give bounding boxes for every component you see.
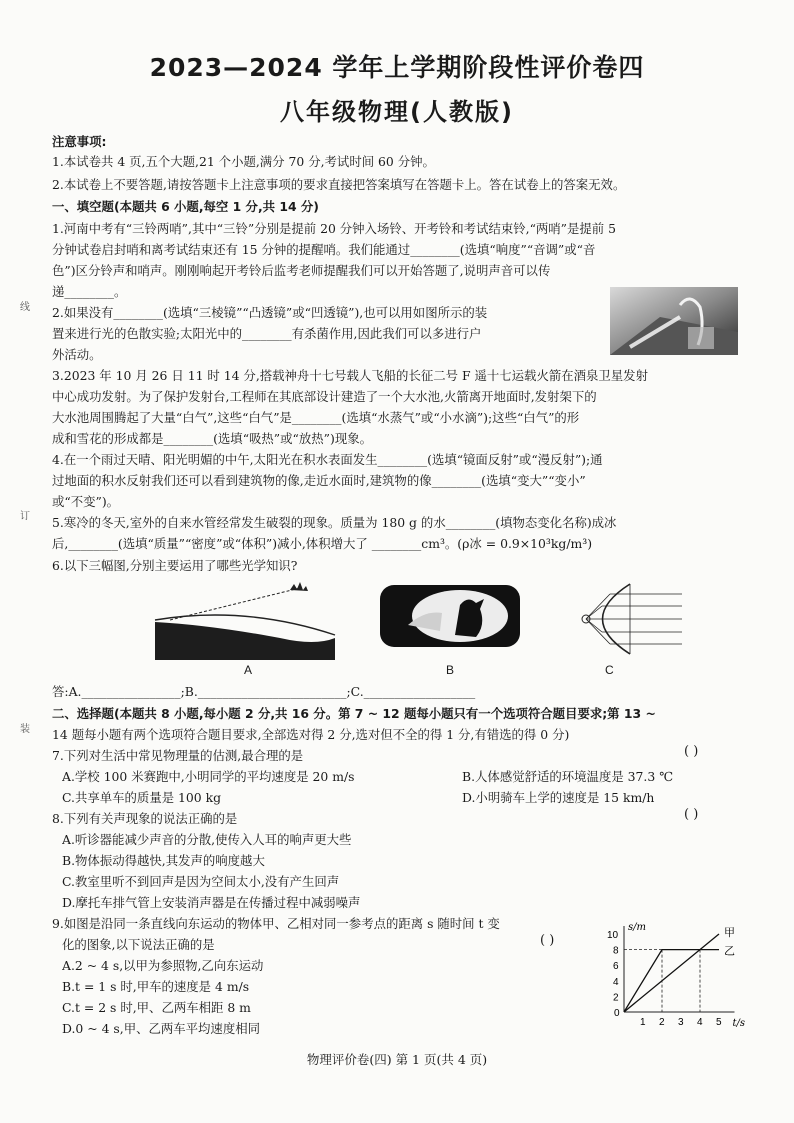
q1-line: 分钟试卷启封哨和离考试结束还有 15 分钟的提醒哨。我们能通过________(选填“响度”“音调”或“音: [52, 242, 596, 257]
q7-option-d: D.小明骑车上学的速度是 15 km/h: [462, 790, 655, 805]
section2-heading-cont: 14 题每小题有两个选项符合题目要求,全部选对得 2 分,选对但不全的得 1 分,有错选的得 0 分): [52, 727, 570, 742]
q7-option-a: A.学校 100 米赛跑中,小明同学的平均速度是 20 m/s: [62, 769, 355, 784]
figure-b-shadow: [380, 585, 520, 647]
figure-a-refraction: [150, 580, 340, 660]
x-tick-label: 2: [659, 1017, 665, 1028]
q9-stem: 9.如图是沿同一条直线向东运动的物体甲、乙相对同一参考点的距离 s 随时间 t 变: [52, 916, 500, 931]
binding-mark-order: 订: [20, 511, 30, 522]
q6-answer-line: 答:A.________________;B.________________________;C.__________________: [52, 684, 476, 699]
figure-a-label: A: [244, 663, 253, 677]
q3-line: 中心成功发射。为了保护发射台,工程师在其底部设计建造了一个大水池,火箭离开地面时,发射架下的: [52, 389, 597, 404]
q9-option-d: D.0 ~ 4 s,甲、乙两车平均速度相同: [62, 1021, 260, 1036]
binding-mark-bind: 装: [20, 724, 30, 735]
series-line-yi: [624, 950, 719, 1012]
page-footer: 物理评价卷(四) 第 1 页(共 4 页): [306, 1052, 488, 1067]
q8-option-a: A.听诊器能减少声音的分散,使传入人耳的响声更大些: [62, 832, 352, 847]
series-line-jia: [624, 934, 719, 1012]
note-line-1: 1.本试卷共 4 页,五个大题,21 个小题,满分 70 分,考试时间 60 分钟。: [52, 154, 435, 169]
q9-answer-paren: ( ): [540, 933, 555, 948]
y-tick-label: 4: [613, 976, 619, 988]
origin-label: 0: [614, 1008, 620, 1019]
binding-mark-line: 线: [20, 302, 30, 313]
q5-line: 后,________(选填“质量”“密度”或“体积”)减小,体积增大了 ________cm³。(ρ冰 = 0.9×10³kg/m³): [52, 536, 593, 551]
q1-line: 1.河南中考有“三铃两哨”,其中“三铃”分别是提前 20 分钟入场铃、开考铃和考试结束铃,“两哨”是提前 5: [52, 221, 617, 236]
x-tick-label: 1: [640, 1017, 646, 1028]
s-t-chart: [580, 912, 750, 1034]
figure-b-label: B: [446, 663, 455, 677]
q6-stem: 6.以下三幅图,分别主要运用了哪些光学知识?: [52, 558, 298, 573]
x-tick-label: 5: [716, 1017, 722, 1028]
q1-line: 递________。: [52, 284, 127, 299]
q3-line: 大水池周围腾起了大量“白气”,这些“白气”是________(选填“水蒸气”或“小水滴”);这些“白气”的形: [52, 410, 580, 425]
q8-answer-paren: ( ): [684, 807, 699, 822]
y-axis-label: s/m: [628, 922, 646, 933]
y-tick-label: 10: [607, 930, 619, 941]
y-tick-label: 6: [613, 961, 619, 973]
x-axis-label: t/s: [732, 1018, 746, 1029]
section2-heading: 二、选择题(本题共 8 小题,每小题 2 分,共 16 分。第 7 ~ 12 题每小题只有一个选项符合题目要求;第 13 ~: [52, 706, 656, 721]
note-line-2: 2.本试卷上不要答题,请按答题卡上注意事项的要求直接把答案填写在答题卡上。答在试卷上的答案无效。: [52, 177, 626, 192]
y-tick-label: 8: [613, 945, 619, 957]
q7-option-c: C.共享单车的质量是 100 kg: [62, 790, 222, 805]
q9-option-a: A.2 ~ 4 s,以甲为参照物,乙向东运动: [62, 958, 264, 973]
q7-answer-paren: ( ): [684, 744, 699, 759]
q4-line: 4.在一个雨过天晴、阳光明媚的中午,太阳光在积水表面发生________(选填“镜面反射”或“漫反射”);通: [52, 452, 603, 467]
q4-line: 过地面的积水反射我们还可以看到建筑物的像,走近水面时,建筑物的像________(选填“变大”“变小”: [52, 473, 586, 488]
q2-line: 外活动。: [52, 347, 102, 362]
exam-subtitle: 八年级物理(人教版): [280, 98, 514, 126]
figure-c-reflector: [560, 580, 688, 658]
q1-line: 色”)区分铃声和哨声。刚刚响起开考铃后监考老师提醒我们可以开始答题了,说明声音可以传: [52, 263, 551, 278]
q2-line: 置来进行光的色散实验;太阳光中的________有杀菌作用,因此我们可以多进行户: [52, 326, 482, 341]
notes-heading: 注意事项:: [52, 134, 107, 149]
exam-title: 2023—2024 学年上学期阶段性评价卷四: [149, 53, 645, 82]
q7-stem: 7.下列对生活中常见物理量的估测,最合理的是: [52, 748, 304, 763]
dispersion-photo: [610, 287, 738, 355]
q9-stem-cont: 化的图象,以下说法正确的是: [62, 937, 215, 952]
series-label: 乙: [724, 944, 735, 958]
series-label: 甲: [724, 926, 735, 939]
q9-option-b: B.t = 1 s 时,甲车的速度是 4 m/s: [62, 979, 250, 994]
figure-c-label: C: [605, 663, 614, 677]
q4-line: 或“不变”)。: [52, 494, 120, 509]
q9-option-c: C.t = 2 s 时,甲、乙两车相距 8 m: [62, 1000, 251, 1015]
q2-line: 2.如果没有________(选填“三棱镜”“凸透镜”或“凹透镜”),也可以用如图所示的装: [52, 305, 488, 320]
x-tick-label: 4: [697, 1017, 703, 1028]
section1-heading: 一、填空题(本题共 6 小题,每空 1 分,共 14 分): [52, 199, 319, 214]
q7-option-b: B.人体感觉舒适的环境温度是 37.3 ℃: [462, 769, 674, 784]
q8-option-b: B.物体振动得越快,其发声的响度越大: [62, 853, 265, 868]
q8-option-d: D.摩托车排气管上安装消声器是在传播过程中减弱噪声: [62, 895, 361, 910]
q3-line: 成和雪花的形成都是________(选填“吸热”或“放热”)现象。: [52, 431, 372, 446]
q3-line: 3.2023 年 10 月 26 日 11 时 14 分,搭载神舟十七号载人飞船的长征二号 F 遥十七运载火箭在酒泉卫星发射: [52, 368, 648, 383]
q8-stem: 8.下列有关声现象的说法正确的是: [52, 811, 238, 826]
y-tick-label: 2: [613, 992, 619, 1004]
q5-line: 5.寒冷的冬天,室外的自来水管经常发生破裂的现象。质量为 180 g 的水________(填物态变化名称)成冰: [52, 515, 617, 530]
q8-option-c: C.教室里听不到回声是因为空间太小,没有产生回声: [62, 874, 340, 889]
x-tick-label: 3: [678, 1017, 684, 1028]
